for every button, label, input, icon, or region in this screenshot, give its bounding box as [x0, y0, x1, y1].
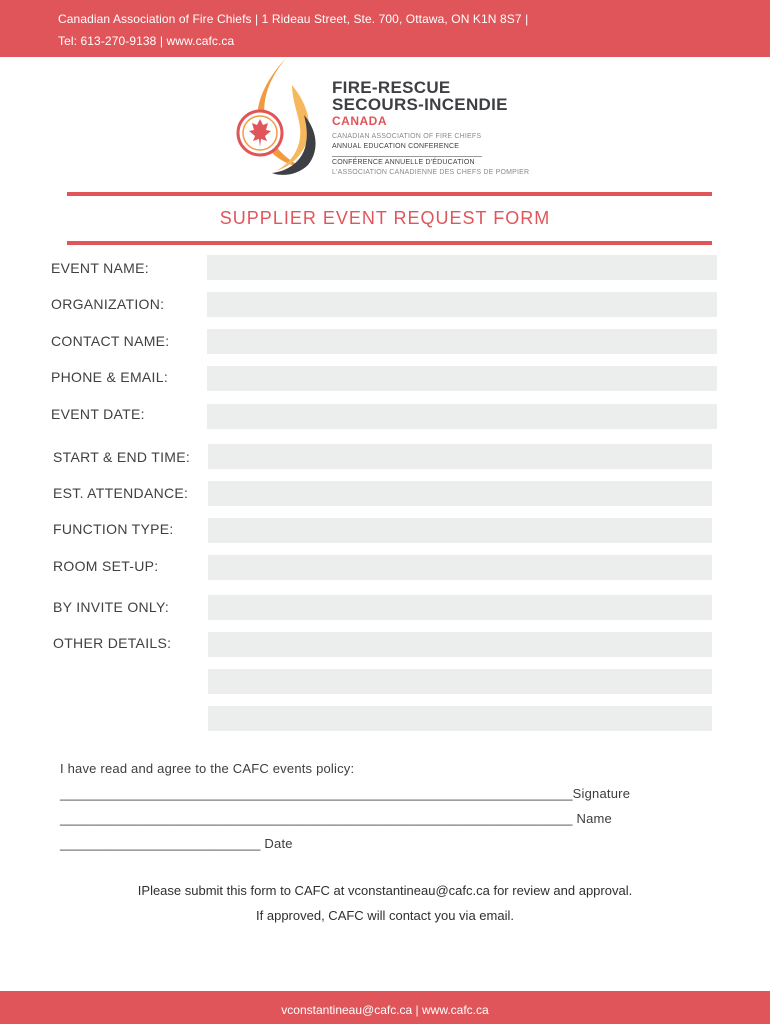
title-rule-bottom — [67, 241, 712, 245]
signature-line[interactable]: _____________________________________________________________________Signature — [60, 786, 631, 801]
start-end-time-field[interactable] — [208, 444, 712, 469]
organization-field[interactable] — [207, 292, 717, 317]
contact-name-field[interactable] — [207, 329, 717, 354]
header-contact: Tel: 613-270-9138 | www.cafc.ca — [58, 34, 235, 48]
logo-line-3: CONFÉRENCE ANNUELLE D'ÉDUCATION — [332, 159, 475, 166]
name-line[interactable]: _____________________________________________________________________ Name — [60, 811, 612, 826]
approval-note: If approved, CAFC will contact you via email. — [256, 908, 514, 923]
field-label-est-attendance: EST. ATTENDANCE: — [53, 485, 189, 501]
est-attendance-field[interactable] — [208, 481, 712, 506]
policy-statement: I have read and agree to the CAFC events policy: — [60, 761, 355, 776]
flame-maple-leaf-icon — [232, 55, 327, 180]
field-label-organization: ORGANIZATION: — [51, 296, 165, 312]
field-label-function-type: FUNCTION TYPE: — [53, 521, 174, 537]
field-label-phone-email: PHONE & EMAIL: — [51, 369, 169, 385]
other-details-field-2[interactable] — [208, 669, 712, 694]
event-date-field[interactable] — [207, 404, 717, 429]
logo-title-en: FIRE-RESCUE — [332, 78, 451, 97]
field-label-other-details: OTHER DETAILS: — [53, 635, 172, 651]
logo-divider — [332, 156, 482, 157]
logo-line-4: L'ASSOCIATION CANADIENNE DES CHEFS DE POMPIER — [332, 169, 530, 176]
logo-title-fr: SECOURS-INCENDIE — [332, 95, 508, 114]
event-name-field[interactable] — [207, 255, 717, 280]
field-label-start-end-time: START & END TIME: — [53, 449, 191, 465]
field-label-event-date: EVENT DATE: — [51, 406, 145, 422]
other-details-field-1[interactable] — [208, 632, 712, 657]
form-title: SUPPLIER EVENT REQUEST FORM — [219, 208, 551, 228]
fire-rescue-canada-logo — [232, 55, 552, 185]
by-invite-only-field[interactable] — [208, 595, 712, 620]
logo-line-2: ANNUAL EDUCATION CONFERENCE — [332, 143, 460, 150]
phone-email-field[interactable] — [207, 366, 717, 391]
field-label-event-name: EVENT NAME: — [51, 260, 149, 276]
date-line[interactable]: ___________________________ Date — [60, 836, 293, 851]
field-label-contact-name: CONTACT NAME: — [51, 333, 170, 349]
logo-line-1: CANADIAN ASSOCIATION OF FIRE CHIEFS — [332, 133, 482, 140]
header-address: Canadian Association of Fire Chiefs | 1 Rideau Street, Ste. 700, Ottawa, ON K1N 8S7 | — [58, 12, 529, 26]
header-bar — [0, 0, 770, 57]
logo-country: CANADA — [332, 114, 387, 128]
other-details-field-3[interactable] — [208, 706, 712, 731]
footer-contact: vconstantineau@cafc.ca | www.cafc.ca — [281, 1003, 489, 1017]
title-rule-top — [67, 192, 712, 196]
function-type-field[interactable] — [208, 518, 712, 543]
submit-instruction: IPlease submit this form to CAFC at vconstantineau@cafc.ca for review and approval. — [137, 883, 633, 898]
field-label-room-set-up: ROOM SET-UP: — [53, 558, 159, 574]
room-set-up-field[interactable] — [208, 555, 712, 580]
field-label-by-invite-only: BY INVITE ONLY: — [53, 599, 170, 615]
